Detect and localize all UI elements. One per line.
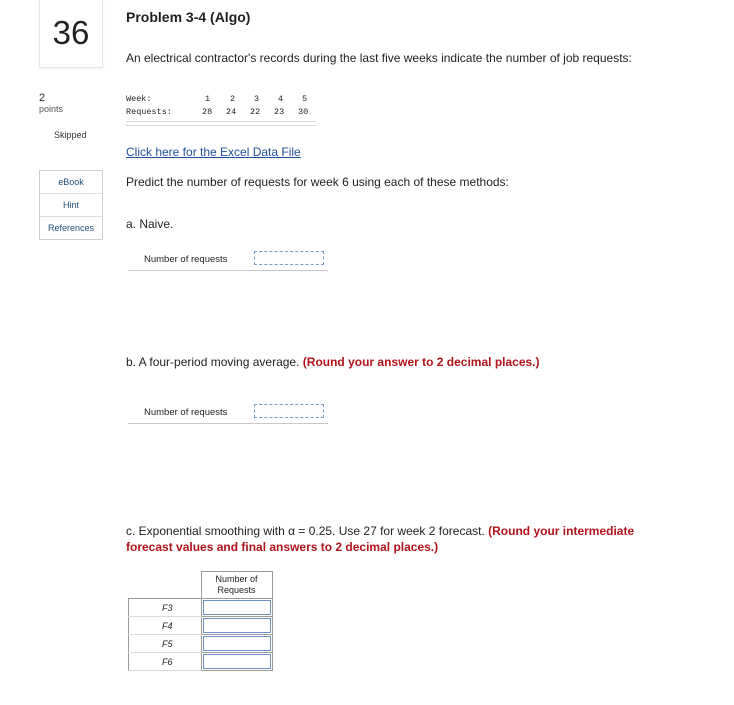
- requests-cell: 23: [274, 107, 285, 117]
- excel-data-link[interactable]: Click here for the Excel Data File: [126, 145, 301, 159]
- table-header-row: [129, 572, 273, 599]
- problem-title: Problem 3-4 (Algo): [126, 9, 251, 25]
- part-b-answer-input[interactable]: [254, 404, 324, 418]
- part-c-text: c. Exponential smoothing with α = 0.25. Use 27 for week 2 forecast.: [126, 524, 485, 538]
- requests-cell: 28: [202, 107, 213, 117]
- header-spacer: [129, 572, 202, 599]
- part-c-rounding-note: (Round your intermediate forecast values and final answers to 2 decimal places.): [126, 524, 635, 554]
- references-button[interactable]: References: [47, 223, 95, 233]
- part-a-answer-row: [128, 250, 328, 271]
- table-row: [129, 617, 273, 635]
- week-cell: 5: [302, 94, 308, 104]
- week-cell: 2: [230, 94, 236, 104]
- row-label-f3: F3: [129, 599, 202, 617]
- week-cell: 4: [278, 94, 284, 104]
- f5-cell: [201, 635, 272, 653]
- part-a-answer-input[interactable]: [254, 251, 324, 265]
- requests-cell: 22: [250, 107, 261, 117]
- part-a-label: [126, 217, 173, 231]
- part-c-label: [126, 523, 666, 555]
- requests-cell: 30: [298, 107, 309, 117]
- row-label-f4: F4: [129, 617, 202, 635]
- question-number: 36: [52, 14, 90, 51]
- requests-label: Requests:: [126, 107, 172, 117]
- column-header: Number of Requests: [201, 572, 272, 599]
- f6-input[interactable]: [203, 654, 271, 669]
- f4-input[interactable]: [203, 618, 271, 633]
- part-a-text: a. Naive.: [126, 217, 174, 231]
- part-a-answer-label: Number of requests: [144, 254, 228, 265]
- f3-input[interactable]: [203, 600, 271, 615]
- hint-button[interactable]: Hint: [40, 194, 102, 217]
- week-cell: 1: [205, 94, 211, 104]
- table-row: [129, 599, 273, 617]
- f3-cell: [201, 599, 272, 617]
- week-row: [126, 94, 316, 107]
- f4-cell: [201, 617, 272, 635]
- table-row: [129, 653, 273, 671]
- week-cell: 3: [254, 94, 260, 104]
- requests-cell: 24: [226, 107, 237, 117]
- row-label-f5: F5: [129, 635, 202, 653]
- points-value: 2: [39, 92, 46, 104]
- row-label-f6: F6: [129, 653, 202, 671]
- question-status: Skipped: [54, 130, 87, 140]
- predict-instructions: Predict the number of requests for week 6 using each of these methods:: [126, 175, 509, 189]
- resources-panel: [39, 170, 103, 240]
- table-divider: [126, 121, 316, 126]
- points-label: points: [39, 104, 64, 114]
- requests-row: [126, 107, 316, 120]
- f6-cell: [201, 653, 272, 671]
- part-b-text: b. A four-period moving average.: [126, 355, 300, 369]
- question-number-box: [39, 0, 103, 68]
- exponential-smoothing-table: [128, 571, 273, 671]
- part-b-label: [126, 355, 540, 369]
- part-b-answer-row: [128, 403, 328, 424]
- ebook-button[interactable]: eBook: [40, 171, 102, 194]
- job-request-table: [126, 94, 316, 120]
- problem-intro: An electrical contractor's records during the last five weeks indicate the number of job requests:: [126, 51, 632, 65]
- week-label: Week:: [126, 94, 152, 104]
- f5-input[interactable]: [203, 636, 271, 651]
- part-b-rounding-note: (Round your answer to 2 decimal places.): [302, 355, 540, 369]
- table-row: [129, 635, 273, 653]
- part-b-answer-label: Number of requests: [144, 407, 228, 418]
